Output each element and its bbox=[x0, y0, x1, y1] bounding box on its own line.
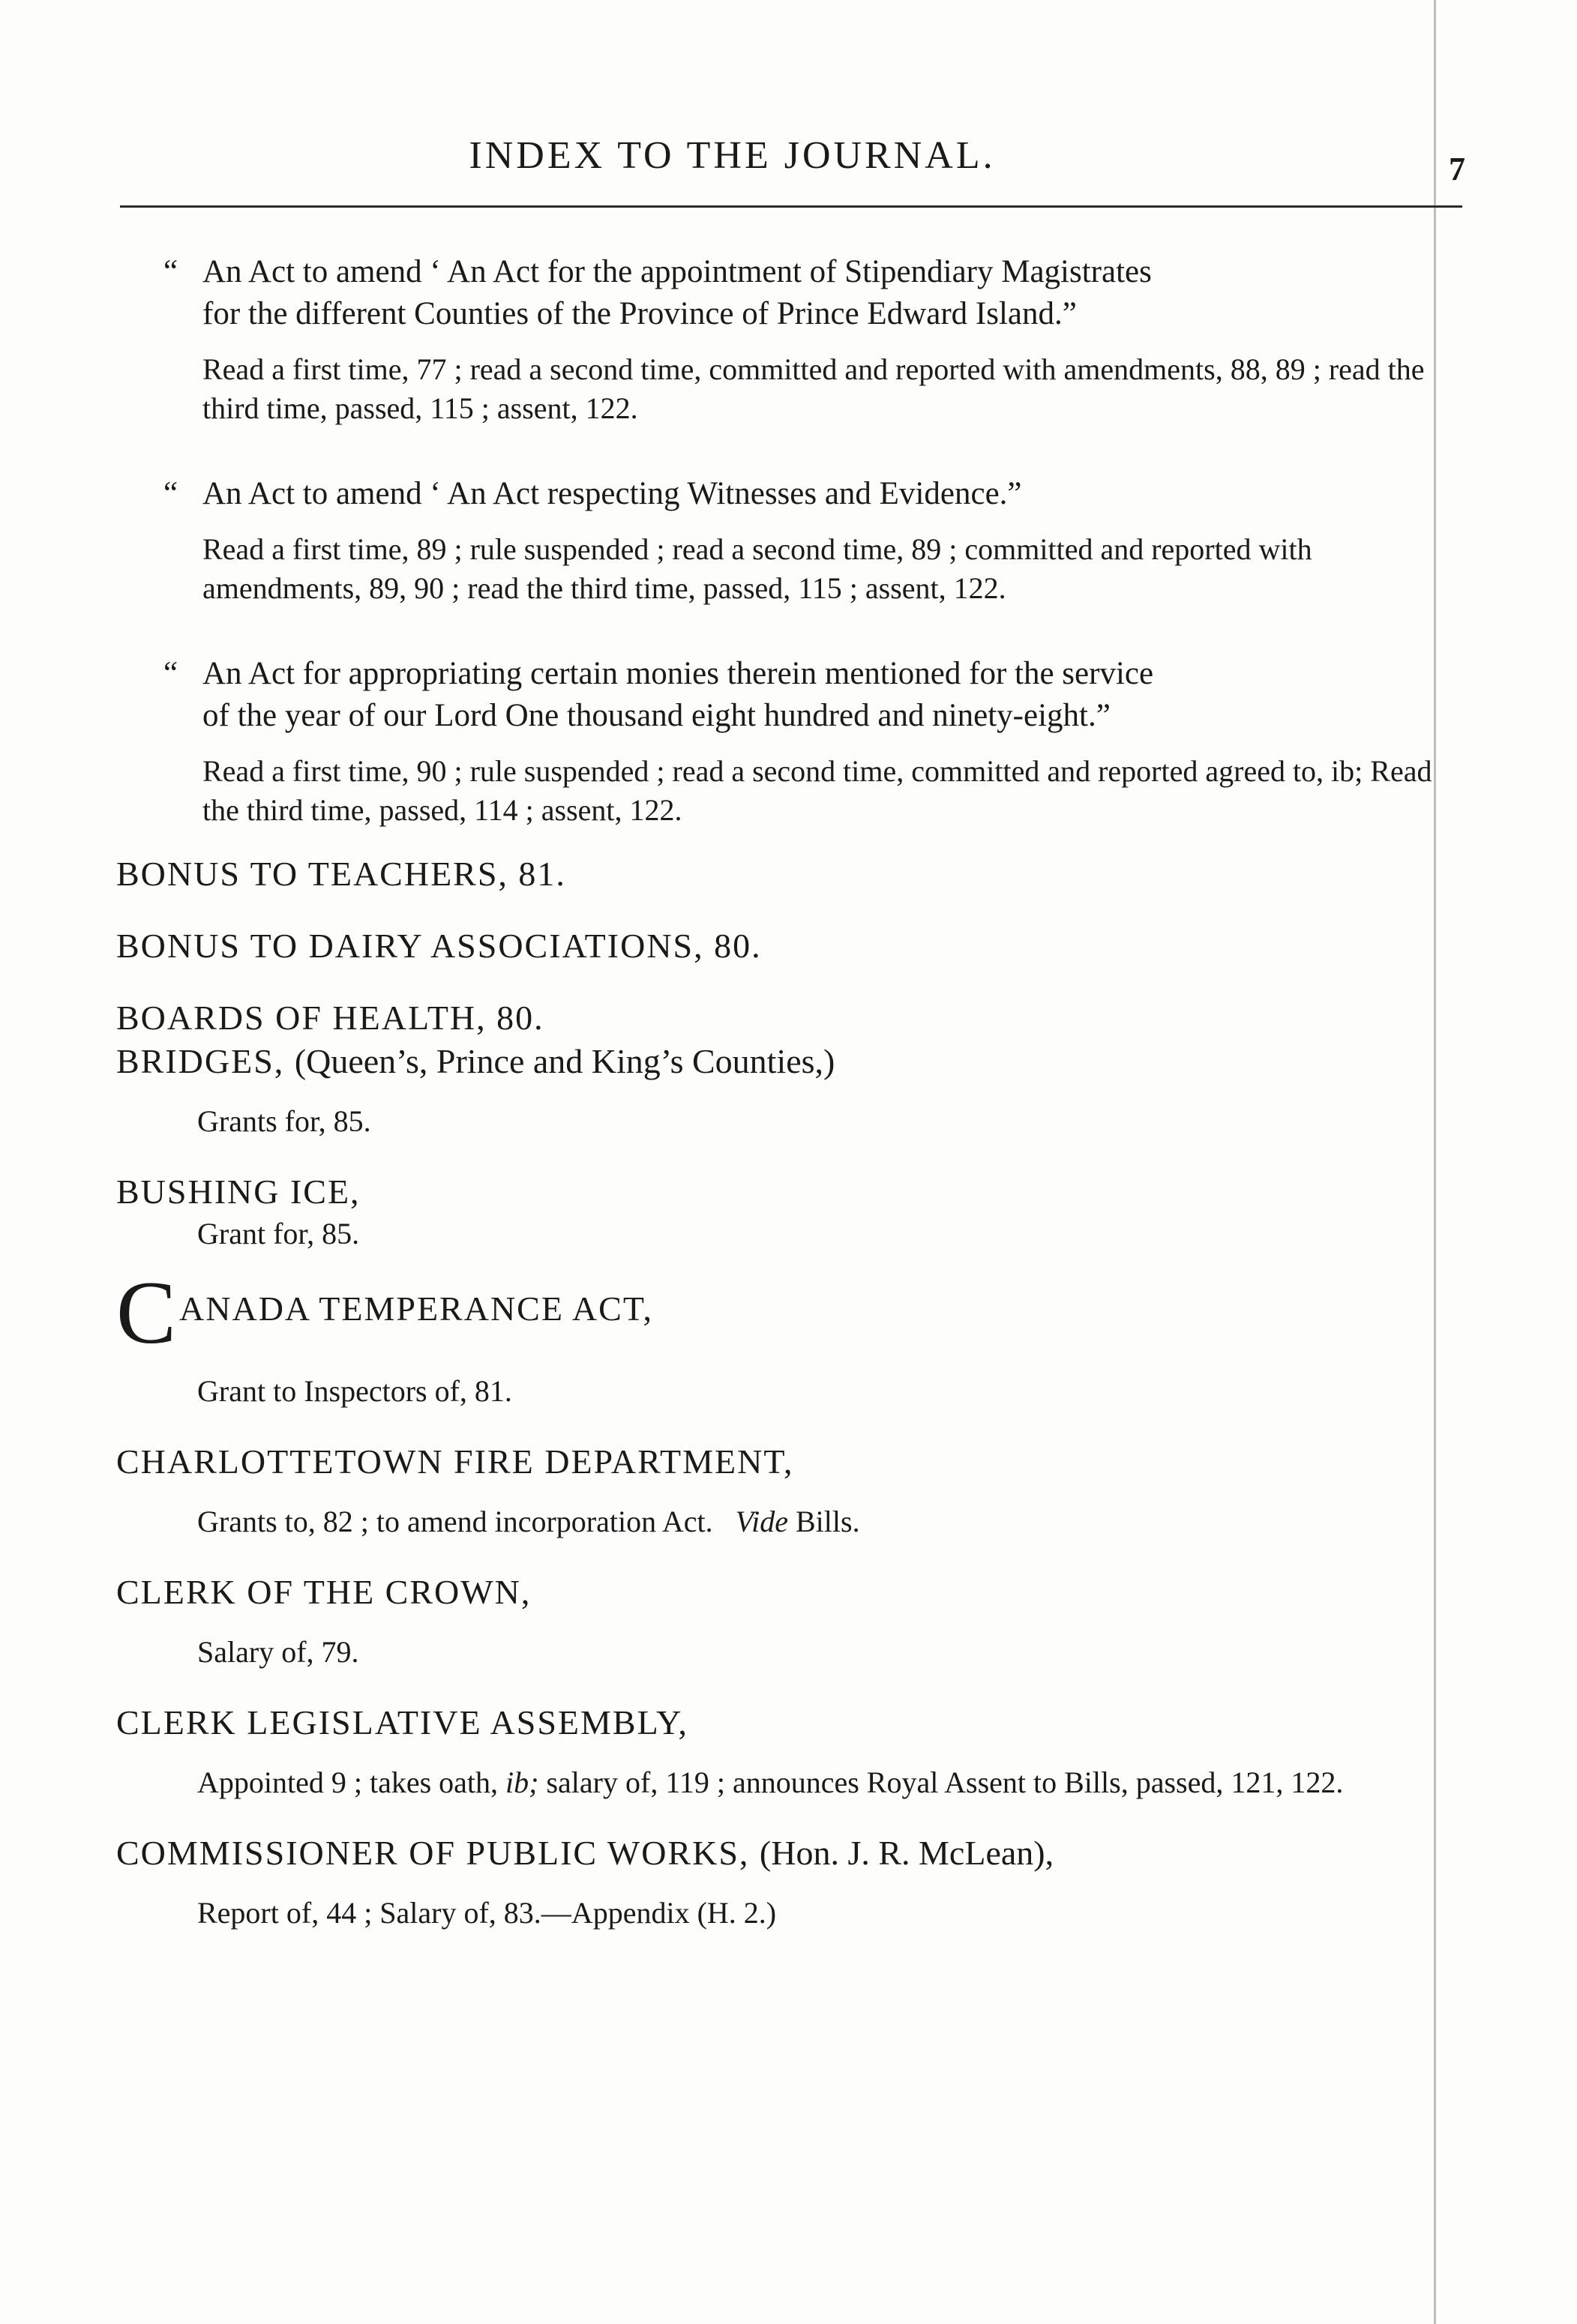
page-number: 7 bbox=[1449, 151, 1465, 187]
index-entry-clerk-legislative-assembly bbox=[116, 1701, 1466, 1803]
bill-entry bbox=[163, 653, 1468, 830]
open-quote-glyph: “ bbox=[163, 254, 178, 289]
index-entry-commissioner-public-works bbox=[116, 1831, 1466, 1933]
ibid-reference: ib; bbox=[505, 1765, 539, 1799]
entry-heading: BONUS TO TEACHERS, 81. bbox=[116, 855, 566, 893]
running-head: INDEX TO THE JOURNAL. bbox=[469, 134, 996, 177]
vide-reference: Vide bbox=[735, 1505, 788, 1538]
open-quote-glyph: “ bbox=[163, 656, 178, 691]
index-content bbox=[0, 251, 1577, 1933]
entry-subentry: Grant for, 85. bbox=[197, 1217, 360, 1250]
section-initial-letter: C bbox=[116, 1262, 177, 1362]
vide-target: Bills. bbox=[795, 1505, 860, 1538]
entry-heading: CLERK OF THE CROWN, bbox=[116, 1573, 532, 1611]
header-rule bbox=[120, 205, 1462, 208]
entry-heading bbox=[116, 1040, 1466, 1083]
bill-title bbox=[163, 473, 1468, 515]
entry-heading-qualifier: (Hon. J. R. McLean), bbox=[759, 1834, 1054, 1872]
entry-subentry bbox=[197, 1502, 1466, 1542]
index-entry-fire-department bbox=[116, 1440, 1466, 1542]
entry-subentry: Grants for, 85. bbox=[197, 1104, 371, 1138]
entry-heading: BUSHING ICE, bbox=[116, 1172, 361, 1211]
bill-title-line-1: An Act to amend ‘ An Act for the appointment of Stipendiary Magistrates bbox=[202, 254, 1152, 289]
bill-title bbox=[163, 653, 1468, 737]
entry-subentry: Report of, 44 ; Salary of, 83.—Appendix (H. 2.) bbox=[197, 1896, 777, 1930]
bill-entry bbox=[163, 473, 1468, 608]
index-entry-bonus-teachers bbox=[116, 852, 1466, 896]
index-entry-canada-temperance bbox=[116, 1262, 1466, 1412]
entry-heading-text: ANADA TEMPERANCE ACT, bbox=[179, 1289, 654, 1328]
bill-entry bbox=[163, 251, 1468, 428]
entry-heading-text: COMMISSIONER OF PUBLIC WORKS, bbox=[116, 1834, 750, 1872]
entry-subentry-text: Grants to, 82 ; to amend incorporation Act. bbox=[197, 1505, 713, 1538]
index-entry-bridges bbox=[116, 1040, 1466, 1142]
entry-subentry-text: Appointed 9 ; takes oath, bbox=[197, 1765, 499, 1799]
entry-heading: CLERK LEGISLATIVE ASSEMBLY, bbox=[116, 1703, 688, 1742]
bill-proceedings: Read a first time, 90 ; rule suspended ; read a second time, committed and reported agreed to, ib; Read the third time, passed, 114 ; assent, 122. bbox=[202, 754, 1432, 827]
entry-subentry: Salary of, 79. bbox=[197, 1635, 359, 1669]
entry-heading bbox=[116, 1262, 1466, 1362]
bill-proceedings: Read a first time, 89 ; rule suspended ; read a second time, 89 ; committed and reported with amendments, 89, 90 ; read the third time, passed, 115 ; assent, 122. bbox=[202, 532, 1312, 605]
entry-heading bbox=[116, 1831, 1466, 1875]
entry-heading: CHARLOTTETOWN FIRE DEPARTMENT, bbox=[116, 1442, 794, 1481]
open-quote-glyph: “ bbox=[163, 476, 178, 511]
bill-title-line-1: An Act for appropriating certain monies therein mentioned for the service bbox=[202, 656, 1154, 691]
entry-heading-text: BRIDGES, bbox=[116, 1042, 285, 1080]
index-entry-bonus-dairy bbox=[116, 924, 1466, 968]
bill-title-line-2: of the year of our Lord One thousand eight hundred and ninety-eight.” bbox=[202, 698, 1111, 733]
entry-subentry-text-cont: salary of, 119 ; announces Royal Assent to Bills, passed, 121, 122. bbox=[546, 1765, 1344, 1799]
index-entry-boards-health bbox=[116, 996, 1466, 1040]
bill-title-line-2: for the different Counties of the Province of Prince Edward Island.” bbox=[202, 296, 1077, 331]
bill-title-line-1: An Act to amend ‘ An Act respecting Witnesses and Evidence.” bbox=[202, 476, 1022, 511]
entry-heading-qualifier: (Queen’s, Prince and King’s Counties,) bbox=[294, 1042, 835, 1080]
entry-heading: BONUS TO DAIRY ASSOCIATIONS, 80. bbox=[116, 927, 762, 965]
bill-title bbox=[163, 251, 1468, 335]
entry-heading: BOARDS OF HEALTH, 80. bbox=[116, 999, 544, 1037]
entry-subentry bbox=[197, 1762, 1466, 1803]
index-entry-bushing-ice bbox=[116, 1170, 1466, 1254]
bill-proceedings: Read a first time, 77 ; read a second time, committed and reported with amendments, 88, 89 ; read the third time, passed, 115 ; assent, 122. bbox=[202, 352, 1425, 425]
entry-subentry: Grant to Inspectors of, 81. bbox=[197, 1374, 512, 1408]
index-entry-clerk-crown bbox=[116, 1571, 1466, 1673]
